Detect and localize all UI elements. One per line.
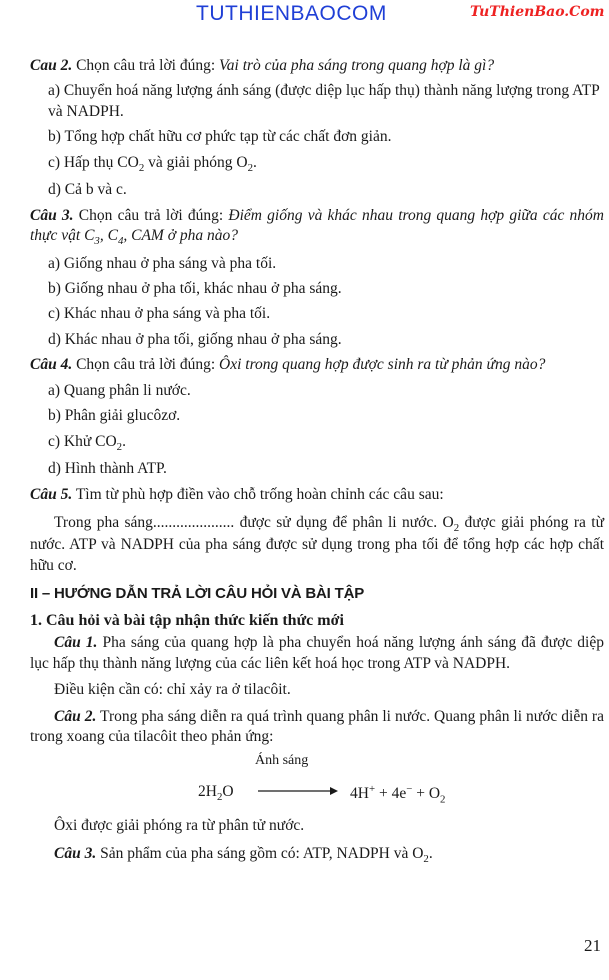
subscript: 2 [138,161,145,174]
answer-condition: Điều kiện cần có: chỉ xảy ra ở tilacôit. [54,681,291,699]
subsection-heading: 1. Câu hỏi và bài tập nhận thức kiến thức mới [30,612,344,630]
subscript: 3 [94,235,100,248]
answer-text: Trong pha sáng diễn ra quá trình quang phân li nước. Quang phân li nước diễn ra trong xoang của tilacôit theo phản ứng: [30,707,604,746]
subscript: 4 [117,235,124,248]
option-text: c) Hấp thụ CO [48,153,139,171]
site-logo: TuThienBao.Com [470,4,605,20]
subscript: 2 [423,853,429,866]
option-text: và giải phóng O [144,153,248,171]
superscript: − [406,782,413,795]
answer-label: Câu 1. [54,634,98,652]
answer-1 [30,633,604,674]
option-text: . [122,432,126,450]
question-5 [30,485,604,505]
option-a: a) Giống nhau ở pha sáng và pha tối. [48,254,277,272]
option-d: d) Hình thành ATP. [48,460,167,478]
answer-text-part: . [428,844,433,862]
equation-products [350,782,445,807]
product-text: + O [412,784,441,802]
fill-text: Trong pha sáng..................... được sử dụng để phân li nước. O [54,514,454,532]
subscript: 2 [453,522,460,535]
option-a: a) Chuyển hoá năng lượng ánh sáng (được diệp lục hấp thụ) thành năng lượng trong ATP và NADPH. [48,82,600,120]
question-intro: Chọn câu trả lời đúng: [76,356,216,374]
page-number: 21 [584,936,601,955]
question-text: Tìm từ phù hợp điền vào chỗ trống hoàn chỉnh các câu sau: [75,485,444,503]
option-b: b) Giống nhau ở pha tối, khác nhau ở pha sáng. [48,279,342,297]
question-3 [30,206,604,249]
reaction-arrow-icon [258,782,338,798]
answer-label: Câu 2. [54,707,97,725]
product-text: + 4e [375,784,407,802]
question-intro: Chọn câu trả lời đúng: [78,206,224,224]
option-c [30,432,604,454]
reaction-equation [30,752,604,814]
question-label: Câu 4. [30,356,73,374]
product-text: 4H [350,784,369,802]
question-4 [30,355,604,375]
answer-2 [30,707,604,748]
section-heading: II – HƯỚNG DẪN TRẢ LỜI CÂU HỎI VÀ BÀI TẬP [30,585,365,603]
equation-condition: Ánh sáng [255,752,309,768]
equation-reactant [198,782,234,804]
question-text: Ôxi trong quang hợp được sinh ra từ phản ứng nào? [219,356,546,374]
reactant-text: O [222,782,234,800]
answer-text-part: Sản phẩm của pha sáng gồm có: ATP, NADPH và O [100,844,424,862]
superscript: + [368,782,376,795]
question-intro: Chọn câu trả lời đúng: [76,57,216,74]
option-b: b) Tổng hợp chất hữu cơ phức tạp từ các chất đơn giản. [48,128,392,146]
option-d: d) Cả b và c. [48,181,127,199]
subscript: 2 [440,792,446,805]
question-text-part: , CAM ở pha nào? [123,227,238,245]
option-c [30,153,604,175]
subscript: 2 [247,161,253,174]
question-label: Cau 2. [30,57,73,74]
option-d: d) Khác nhau ở pha tối, giống nhau ở pha sáng. [48,330,342,348]
answer-2-conclusion: Ôxi được giải phóng ra từ phân tử nước. [54,816,305,834]
subscript: 2 [116,440,123,453]
site-title: TUTHIENBAOCOM [196,2,387,25]
fill-text: được giải phóng ra từ nước. ATP và NADPH của pha sáng được sử dụng trong pha tối để tổng hợp các hợp chất hữu cơ. [30,514,604,574]
answer-3 [30,844,604,866]
option-a: a) Quang phân li nước. [48,381,191,399]
answer-label: Câu 3. [54,844,97,862]
question-label: Câu 5. [30,485,73,503]
fill-in-paragraph [30,513,604,576]
question-2 [30,56,604,76]
question-text-part: Điểm giống và khác nhau trong quang hợp giữa các nhóm thực vật C [30,206,605,245]
question-text: Vai trò của pha sáng trong quang hợp là gì? [219,57,495,74]
answer-text [100,844,433,866]
subscript: 2 [216,790,223,803]
option-text: . [253,153,257,171]
page-content [30,54,604,866]
option-b: b) Phân giải glucôzơ. [48,407,181,425]
answer-text: Pha sáng của quang hợp là pha chuyển hoá năng lượng ánh sáng đã được diệp lục hấp thụ thành năng lượng của các liên kết hoá học trong ATP và NADPH. [30,634,604,672]
option-c: c) Khác nhau ở pha sáng và pha tối. [48,305,271,323]
option-text: c) Khử CO [48,432,117,450]
page-header [0,0,609,32]
question-text-part: , C [99,227,118,245]
reactant-text: 2H [198,782,217,800]
question-label: Câu 3. [30,206,74,224]
